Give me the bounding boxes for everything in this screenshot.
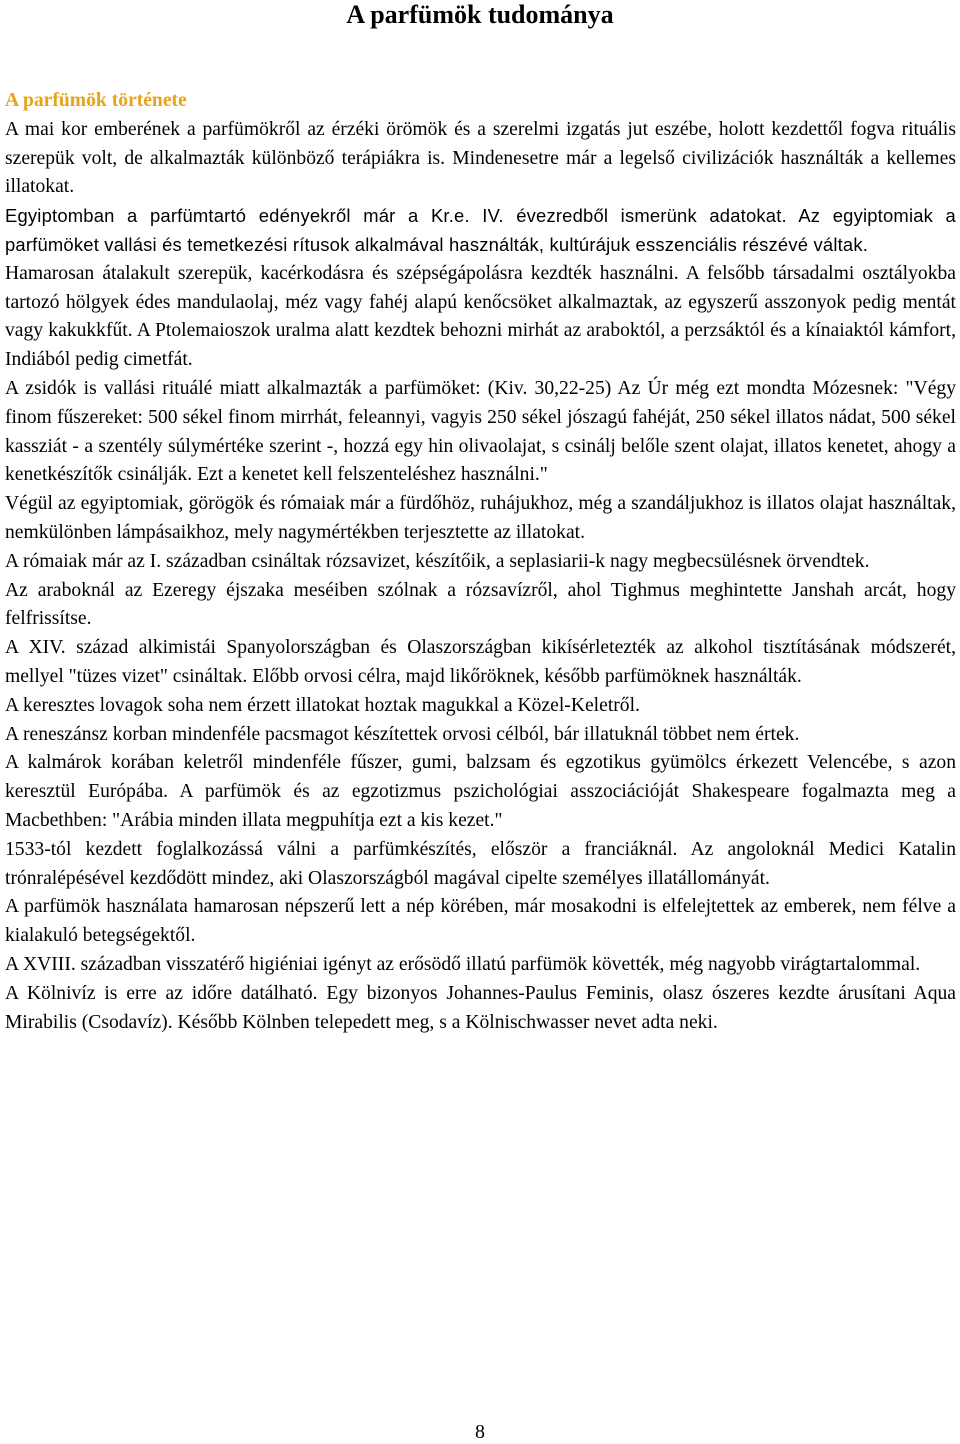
paragraph: 1533-tól kezdett foglalkozássá válni a parfümkészítés, először a franciáknál. Az angoloknál Medici Katalin trónralépésével kezdődött mindez, aki Olaszországból magával cipelte személyes illatállományát. <box>5 838 956 889</box>
paragraph: Hamarosan átalakult szerepük, kacérkodásra és szépségápolásra kezdték használni. A felsőbb társadalmi osztályokba tartozó hölgyek édes mandulaolaj, méz vagy fahéj alapú kenőcsöket alkalmaztak, az egyszerű asszonyok pedig mentát vagy kakukkfűt. A Ptolemaioszok uralma alatt kezdtek behozni mirhát az araboktól, a perzsáktól és a kínaiaktól kámfort, Indiából pedig cimetfát. <box>5 262 956 371</box>
paragraph: A XIV. század alkimistái Spanyolországban és Olaszországban kikísérletezték az alkohol tisztításának módszerét, mellyel "tüzes vizet" csináltak. Előbb orvosi célra, majd likőröknek, később parfümöknek használták. <box>5 637 956 687</box>
page-title: A parfümök tudománya <box>346 0 614 29</box>
paragraph-list <box>5 116 956 1038</box>
paragraph: Végül az egyiptomiak, görögök és rómaiak már a fürdőhöz, ruhájukhoz, még a szandáljukhoz is illatos olajat használtak, nemkülönben lámpásaikhoz, mely nagymértékben terjesztette az illatokat. <box>5 493 956 543</box>
paragraph: A XVIII. században visszatérő higiéniai igényt az erősödő illatú parfümök követték, még nagyobb virágtartalommal. <box>5 953 921 975</box>
page-number: 8 <box>475 1421 485 1443</box>
paragraph: A parfümök használata hamarosan népszerű lett a nép körében, már mosakodni is elfelejtettek az emberek, nem félve a kialakuló betegségektől. <box>5 896 956 947</box>
paragraph: A rómaiak már az I. században csináltak rózsavizet, készítőik, a seplasiarii-k nagy megbecsülésnek örvendtek. <box>5 550 870 572</box>
section-heading: A parfümök története <box>5 90 187 111</box>
paragraph: Egyiptomban a parfümtartó edényekről már a Kr.e. IV. évezredből ismerünk adatokat. Az egyiptomiak a parfümöket vallási és temetkezési rítusok alkalmával használták, kultúrájuk esszenciális részévé váltak. <box>5 205 956 255</box>
paragraph: A mai kor emberének a parfümökről az érzéki örömök és a szerelmi izgatás jut eszébe, holott kezdettől fogva rituális szerepük volt, de alkalmazták különböző terápiákra is. Mindenesetre már a legelső civilizációk használták a kellemes illatokat. <box>5 118 956 198</box>
paragraph: Az araboknál az Ezeregy éjszaka meséiben szólnak a rózsavízről, ahol Tighmus meghintette Janshah arcát, hogy felfrissítse. <box>5 579 956 630</box>
document-body <box>5 87 956 1037</box>
paragraph: A reneszánsz korban mindenféle pacsmagot készítettek orvosi célból, bár illatuknál többet nem értek. <box>5 723 800 745</box>
paragraph: A Kölnivíz is erre az időre datálható. Egy bizonyos Johannes-Paulus Feminis, olasz ószeres kezdte árusítani Aqua Mirabilis (Csodavíz). Később Kölnben telepedett meg, s a Kölnischwasser nevet adta neki. <box>5 982 956 1033</box>
paragraph: A keresztes lovagok soha nem érzett illatokat hoztak magukkal a Közel-Keletről. <box>5 694 640 716</box>
paragraph: A zsidók is vallási rituálé miatt alkalmazták a parfümöket: (Kiv. 30,22-25) Az Úr még ezt mondta Mózesnek: "Végy finom fűszereket: 500 sékel finom mirrhát, feleannyi, vagyis 250 sékel jószagú fahéját, 250 sékel illatos nádat, 500 sékel kassziát - a szentély súlymértéke szerint -, hozzá egy hin olivaolajat, s csinálj belőle szent olajat, illatos kenetet, ahogy a kenetkészítők csinálják. Ezt a kenetet kell felszenteléshez használni." <box>5 377 956 486</box>
paragraph: A kalmárok korában keletről mindenféle fűszer, gumi, balzsam és egzotikus gyümölcs érkezett Velencébe, s azon keresztül Európába. A parfümök és az egzotizmus pszichológiai asszociációját Shakespeare fogalmazta meg a Macbethben: "Arábia minden illata megpuhítja ezt a kis kezet." <box>5 752 956 831</box>
